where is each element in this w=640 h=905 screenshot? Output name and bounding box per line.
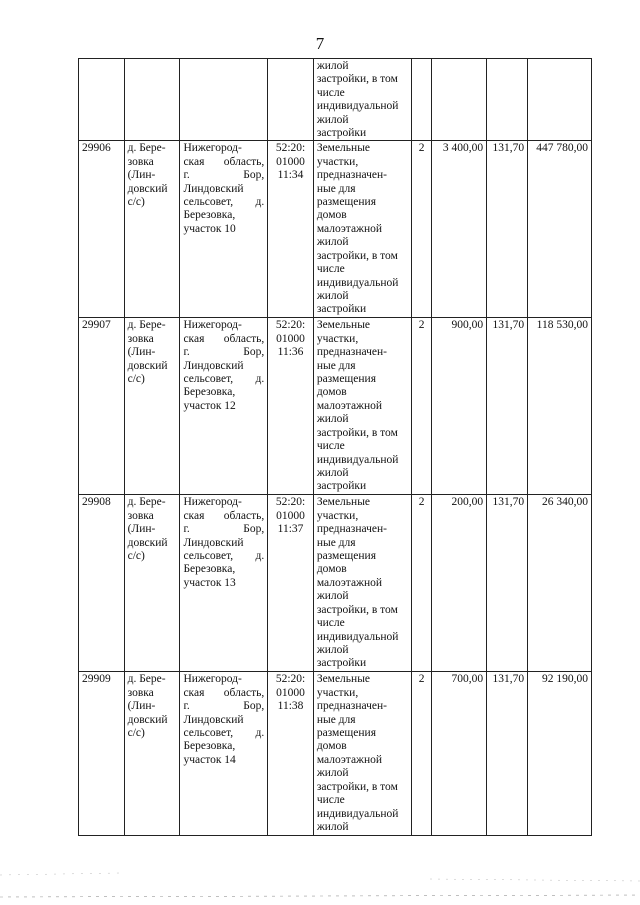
category-cell-line: Земельные [316, 496, 371, 509]
category-cell-line: размещения [316, 727, 376, 740]
category-cell-line: участки, [316, 509, 359, 522]
area-cell: 3 400,00 [432, 141, 487, 318]
category-cell [313, 141, 411, 318]
category-cell-line: домов [316, 740, 347, 753]
category-cell-line: домов [316, 209, 347, 222]
cadastral-cell [268, 672, 314, 836]
category-cell-line: размещения [316, 373, 376, 386]
cadastral-cell-line: 11:36 [277, 346, 304, 359]
category-cell-line: индивидуальной [316, 453, 399, 466]
locality-cell-line: довский [127, 359, 168, 372]
address-cell-line: г. Бор, [183, 700, 265, 713]
category-cell-line: малоэтажной [316, 222, 383, 235]
area-cell: 200,00 [432, 495, 487, 672]
empty-cell [528, 59, 592, 141]
category-cell [313, 59, 411, 141]
locality-cell-line: зовка [127, 686, 154, 699]
category-cell-line: предназначен- [316, 169, 387, 182]
category-cell-line: домов [316, 386, 347, 399]
cadastral-cell-line: 52:20: [275, 496, 306, 509]
address-cell-line: ская область, [183, 155, 265, 168]
locality-cell-line: зовка [127, 332, 154, 345]
address-cell-line: г. Бор, [183, 523, 265, 536]
locality-cell-line: д. Бере- [127, 319, 166, 332]
locality-cell [124, 672, 180, 836]
page-number: 7 [315, 34, 325, 53]
locality-cell-line: довский [127, 713, 168, 726]
address-cell [180, 318, 268, 495]
category-cell-line: застройки [316, 127, 367, 140]
address-cell [180, 672, 268, 836]
locality-cell-line: (Лин- [127, 169, 156, 182]
locality-cell-line: довский [127, 536, 168, 549]
table-row [79, 495, 592, 672]
address-cell [180, 141, 268, 318]
address-cell-line: Нижегород- [183, 142, 242, 155]
rate-cell: 131,70 [487, 141, 528, 318]
table-row [79, 672, 592, 836]
address-cell-line: участок 10 [183, 222, 236, 235]
cadastral-cell [268, 495, 314, 672]
category-cell-line: индивидуальной [316, 630, 399, 643]
locality-cell [124, 141, 180, 318]
category-cell-line: участки, [316, 155, 359, 168]
category-cell-line: предназначен- [316, 700, 387, 713]
locality-cell [124, 318, 180, 495]
category-cell-line: ные для [316, 536, 356, 549]
category-cell-line: застройки, в том [316, 603, 398, 616]
category-cell-line: числе [316, 794, 345, 807]
category-cell-line: предназначен- [316, 346, 387, 359]
category-cell-line: жилой [316, 820, 349, 833]
category-cell-line: числе [316, 617, 345, 630]
empty-cell [268, 59, 314, 141]
category-cell-line: ные для [316, 359, 356, 372]
category-cell-line: предназначен- [316, 523, 387, 536]
locality-cell-line: довский [127, 182, 168, 195]
locality-cell-line: с/с) [127, 373, 145, 386]
category-cell-line: домов [316, 563, 347, 576]
category-cell-line: застройки, в том [316, 73, 398, 86]
locality-cell-line: д. Бере- [127, 142, 166, 155]
locality-cell-line: с/с) [127, 727, 145, 740]
locality-cell-line: зовка [127, 509, 154, 522]
category-cell-line: застройки, в том [316, 249, 398, 262]
address-cell-line: сельсовет, д. [183, 196, 265, 209]
zone-cell: 2 [411, 495, 432, 672]
address-cell-line: ская область, [183, 686, 265, 699]
locality-cell-line: д. Бере- [127, 673, 166, 686]
address-cell-line: Березовка, [183, 740, 236, 753]
locality-cell-line: (Лин- [127, 346, 156, 359]
category-cell-line: жилой [316, 767, 349, 780]
category-cell [313, 495, 411, 672]
category-cell-line: жилой [316, 289, 349, 302]
category-cell-line: жилой [316, 113, 349, 126]
scan-noise [0, 835, 640, 905]
zone-cell: 2 [411, 141, 432, 318]
empty-cell [487, 59, 528, 141]
rate-cell: 131,70 [487, 495, 528, 672]
category-cell-line: малоэтажной [316, 399, 383, 412]
category-cell-line: жилой [316, 60, 349, 72]
category-cell-line: застройки, в том [316, 426, 398, 439]
zone-cell: 2 [411, 318, 432, 495]
address-cell-line: участок 12 [183, 399, 236, 412]
category-cell [313, 318, 411, 495]
category-cell-line: участки, [316, 686, 359, 699]
row-number: 29909 [79, 672, 125, 836]
locality-cell-line: (Лин- [127, 523, 156, 536]
cadastral-cell-line: 01000 [276, 332, 305, 345]
address-cell-line: Березовка, [183, 386, 236, 399]
address-cell-line: сельсовет, д. [183, 550, 265, 563]
locality-cell-line: д. Бере- [127, 496, 166, 509]
cadastral-cell-line: 01000 [276, 686, 305, 699]
table-row [79, 318, 592, 495]
category-cell-line: Земельные [316, 142, 371, 155]
row-number: 29908 [79, 495, 125, 672]
category-cell-line: ные для [316, 182, 356, 195]
category-cell-line: Земельные [316, 319, 371, 332]
rate-cell: 131,70 [487, 318, 528, 495]
land-plots-table [78, 58, 592, 836]
address-cell-line: участок 13 [183, 576, 236, 589]
cadastral-cell-line: 01000 [276, 155, 305, 168]
category-cell-line: числе [316, 86, 345, 99]
cadastral-cell-line: 01000 [276, 509, 305, 522]
address-cell-line: ская область, [183, 509, 265, 522]
address-cell-line: сельсовет, д. [183, 373, 265, 386]
category-cell-line: Земельные [316, 673, 371, 686]
empty-cell [124, 59, 180, 141]
address-cell-line: Нижегород- [183, 496, 242, 509]
category-cell-line: индивидуальной [316, 276, 399, 289]
empty-cell [411, 59, 432, 141]
locality-cell-line: зовка [127, 155, 154, 168]
category-cell-line: размещения [316, 550, 376, 563]
locality-cell [124, 495, 180, 672]
category-cell-line: жилой [316, 466, 349, 479]
address-cell-line: Линдовский [183, 359, 244, 372]
locality-cell-line: с/с) [127, 550, 145, 563]
cadastral-cell-line: 11:37 [277, 523, 304, 536]
address-cell-line: Линдовский [183, 713, 244, 726]
area-cell: 700,00 [432, 672, 487, 836]
category-cell-line: жилой [316, 236, 349, 249]
cadastral-cell [268, 318, 314, 495]
continuation-row [79, 59, 592, 141]
address-cell-line: Линдовский [183, 536, 244, 549]
cadastral-cell-line: 52:20: [275, 319, 306, 332]
address-cell-line: г. Бор, [183, 169, 265, 182]
rate-cell: 131,70 [487, 672, 528, 836]
value-cell: 447 780,00 [528, 141, 592, 318]
address-cell-line: Нижегород- [183, 673, 242, 686]
cadastral-cell-line: 52:20: [275, 673, 306, 686]
category-cell-line: застройки [316, 657, 367, 670]
area-cell: 900,00 [432, 318, 487, 495]
address-cell-line: г. Бор, [183, 346, 265, 359]
table-row [79, 141, 592, 318]
category-cell-line: жилой [316, 590, 349, 603]
value-cell: 118 530,00 [528, 318, 592, 495]
address-cell-line: сельсовет, д. [183, 727, 265, 740]
address-cell-line: Березовка, [183, 563, 236, 576]
empty-cell [432, 59, 487, 141]
category-cell-line: жилой [316, 413, 349, 426]
value-cell: 26 340,00 [528, 495, 592, 672]
cadastral-cell-line: 52:20: [275, 142, 306, 155]
category-cell-line: ные для [316, 713, 356, 726]
category-cell-line: индивидуальной [316, 807, 399, 820]
address-cell [180, 495, 268, 672]
category-cell-line: малоэтажной [316, 753, 383, 766]
address-cell-line: Нижегород- [183, 319, 242, 332]
value-cell: 92 190,00 [528, 672, 592, 836]
locality-cell-line: (Лин- [127, 700, 156, 713]
locality-cell-line: с/с) [127, 196, 145, 209]
address-cell-line: участок 14 [183, 753, 236, 766]
row-number: 29907 [79, 318, 125, 495]
address-cell-line: ская область, [183, 332, 265, 345]
category-cell-line: жилой [316, 643, 349, 656]
category-cell [313, 672, 411, 836]
row-number: 29906 [79, 141, 125, 318]
category-cell-line: участки, [316, 332, 359, 345]
category-cell-line: размещения [316, 196, 376, 209]
category-cell-line: индивидуальной [316, 100, 399, 113]
zone-cell: 2 [411, 672, 432, 836]
cadastral-cell-line: 11:38 [277, 700, 304, 713]
empty-cell [180, 59, 268, 141]
address-cell-line: Березовка, [183, 209, 236, 222]
category-cell-line: числе [316, 440, 345, 453]
category-cell-line: застройки [316, 303, 367, 316]
cadastral-cell [268, 141, 314, 318]
cadastral-cell-line: 11:34 [277, 169, 304, 182]
address-cell-line: Линдовский [183, 182, 244, 195]
category-cell-line: застройки, в том [316, 780, 398, 793]
category-cell-line: малоэтажной [316, 576, 383, 589]
category-cell-line: застройки [316, 480, 367, 493]
category-cell-line: числе [316, 263, 345, 276]
empty-cell [79, 59, 125, 141]
